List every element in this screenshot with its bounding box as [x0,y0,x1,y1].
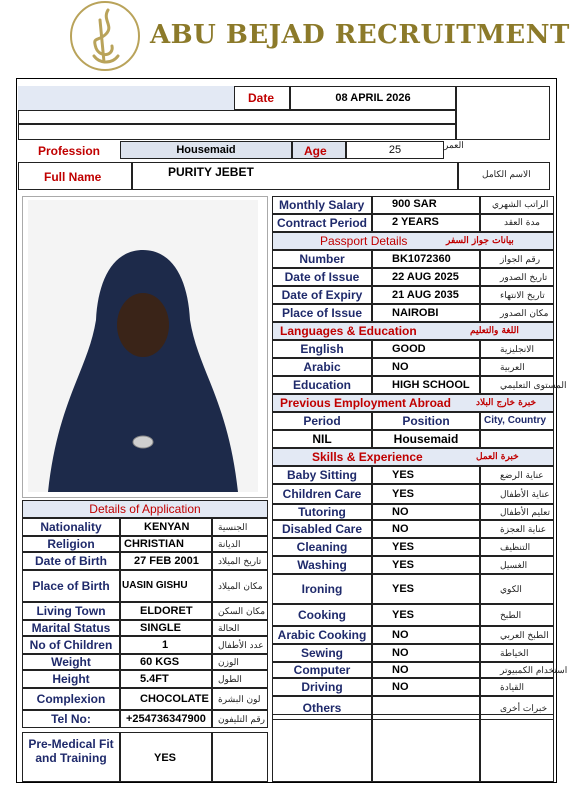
language-row-1-value-cell [372,358,480,376]
app-row-6-label: No of Children [29,638,113,652]
top-right-box [456,86,550,140]
app-row-10-label: Tel No: [51,712,91,726]
passport-row-3-value: NAIROBI [392,307,439,319]
skill-row-8-label: Arabic Cooking [277,628,367,642]
skill-row-2-ar: تعليم الأطفال [500,508,551,518]
languages-title-ar: اللغة والتعليم [470,326,519,336]
language-row-0-value: GOOD [392,343,426,355]
skill-row-11-value: NO [392,681,409,693]
app-row-1-ar: الديانة [218,540,241,550]
app-row-0-value: KENYAN [144,521,190,533]
language-row-1-ar: العربية [500,363,525,373]
salary-ar: الراتب الشهري [492,200,549,210]
salary-value: 900 SAR [392,198,437,210]
emp-position: Housemaid [393,432,459,446]
skill-row-2-value: NO [392,506,409,518]
app-row-2-value: 27 FEB 2001 [134,555,199,567]
skill-row-8-ar: الطبخ العربي [500,631,549,641]
skill-row-0-value: YES [392,469,415,481]
skill-row-9-value-cell [372,644,480,662]
skill-row-5-value-cell [372,556,480,574]
bottom-right-blank-1 [272,714,372,782]
passport-row-3-label: Place of Issue [281,306,363,320]
passport-row-1-value: 22 AUG 2025 [392,271,459,283]
app-row-5-ar: الحالة [218,624,240,634]
app-row-4-label: Living Town [36,604,106,618]
passport-row-2-value: 21 AUG 2035 [392,289,459,301]
emp-col-period: Period [303,414,341,428]
contract-ar: مدة العقد [504,218,540,228]
profession-value: Housemaid [176,144,236,156]
language-row-2-value: HIGH SCHOOL [392,379,470,391]
passport-row-2-ar: تاريخ الانتهاء [500,291,545,301]
app-row-4-ar: مكان السكن [218,607,266,617]
skill-row-5-label: Washing [297,558,347,572]
passport-row-1-ar: تاريخ الصدور [500,273,548,283]
passport-row-2-label: Date of Expiry [281,288,363,302]
app-row-7-value: 60 KGS [140,656,180,668]
premed-value: YES [154,752,177,764]
skill-row-3-value: NO [392,523,409,535]
emp-col-position: Position [402,414,450,428]
passport-row-3-ar: مكان الصدور [500,309,549,319]
skill-row-2-value-cell [372,504,480,520]
app-row-9-ar: لون البشرة [218,695,261,705]
app-row-8-value: 5.4FT [140,673,169,685]
app-row-9-value: CHOCOLATE [140,693,209,705]
employment-title-ar: خبرة خارج البلاد [476,398,537,408]
skill-row-1-ar: عناية الأطفال [500,490,550,500]
language-row-0-ar: الانجليزية [500,345,534,355]
skill-row-12-ar: خبرات أخرى [500,704,548,714]
blank-row-2 [18,124,456,140]
skill-row-1-label: Children Care [282,487,362,501]
logo [64,0,146,72]
app-row-3-value: UASIN GISHU [122,580,188,591]
passport-row-1-label: Date of Issue [284,270,360,284]
skill-row-6-label: Ironing [301,582,343,596]
language-row-1-label: Arabic [303,360,341,374]
language-row-0-label: English [300,342,344,356]
app-row-4-value: ELDORET [140,605,193,617]
app-row-3-ar: مكان الميلاد [218,582,263,592]
candidate-photo [28,200,258,492]
skill-row-8-value: NO [392,629,409,641]
app-row-6-ar: عدد الأطفال [218,641,264,651]
application-title: Details of Application [89,502,201,516]
premed-label-2: and Training [35,751,107,765]
skill-row-0-label: Baby Sitting [286,468,357,482]
app-row-5-value: SINGLE [140,622,181,634]
skill-row-4-value-cell [372,538,480,556]
app-row-6-value: 1 [162,639,169,651]
bottom-right-blank-3 [480,714,554,782]
skill-row-7-value-cell [372,604,480,626]
language-row-2-ar: المستوى التعليمي [500,381,567,391]
skill-row-10-label: Computer [293,663,351,677]
skill-row-11-value-cell [372,678,480,696]
skills-title: Skills & Experience [312,450,423,464]
fullname-label: Full Name [44,170,102,184]
skill-row-8-value-cell [372,626,480,644]
app-row-7-ar: الوزن [218,658,239,668]
language-row-0-value-cell [372,340,480,358]
emp-col-city: City, Country [484,415,547,426]
premed-ar-cell [212,732,268,782]
age-ar: العمر [444,141,464,151]
skill-row-0-ar: عناية الرضع [500,471,544,481]
skill-row-10-value-cell [372,662,480,678]
passport-row-0-ar: رقم الجواز [500,255,541,265]
date-label: Date [248,91,275,105]
skill-row-9-value: NO [392,647,409,659]
passport-title: Passport Details [320,234,408,248]
skill-row-6-value: YES [392,583,415,595]
skill-row-4-ar: التنظيف [500,543,531,553]
language-row-1-value: NO [392,361,409,373]
skill-row-7-label: Cooking [298,608,346,622]
skill-row-6-value-cell [372,574,480,604]
date-filler [18,86,234,110]
app-row-3-label: Place of Birth [32,579,110,593]
contract-label: Contract Period [277,216,368,230]
emp-period: NIL [312,432,332,446]
app-row-0-label: Nationality [40,520,102,534]
emp-city-cell [480,430,554,448]
premed-label-1: Pre-Medical Fit [28,737,114,751]
skills-title-ar: خبرة العمل [476,452,519,462]
salary-label: Monthly Salary [279,198,365,212]
app-row-5-label: Marital Status [31,621,111,635]
employment-title: Previous Employment Abroad [280,396,451,410]
fullname-ar: الاسم الكامل [482,170,531,180]
age-value: 25 [388,144,402,156]
app-row-8-label: Height [52,672,90,686]
languages-title: Languages & Education [280,324,417,338]
skill-row-3-value-cell [372,520,480,538]
bottom-right-blank-2 [372,714,480,782]
skill-row-9-ar: الخياطة [500,649,529,659]
skill-row-10-ar: استخدام الكمبيوتر [500,666,568,676]
brand-name: ABU BEJAD RECRUITMENT [150,20,570,50]
skill-row-2-label: Tutoring [298,505,346,519]
app-row-8-ar: الطول [218,675,242,685]
language-row-2-label: Education [292,378,351,392]
skill-row-11-label: Driving [301,680,343,694]
skill-row-1-value: YES [392,488,415,500]
skill-row-12-value-cell [372,696,480,720]
passport-row-0-value: BK1072360 [392,253,451,265]
date-value: 08 APRIL 2026 [335,92,411,104]
skill-row-3-label: Disabled Care [281,522,363,536]
app-row-1-value: CHRISTIAN [124,538,184,550]
fullname-value: PURITY JEBET [168,165,254,179]
skill-row-12-label: Others [302,701,342,715]
app-row-2-label: Date of Birth [35,554,107,568]
passport-row-0-label: Number [299,252,345,266]
skill-row-6-ar: الكوي [500,585,522,595]
app-row-10-ar: رقم التليفون [218,715,265,725]
profession-label: Profession [38,144,101,158]
skill-row-7-ar: الطبخ [500,611,522,621]
app-row-1-label: Religion [47,537,95,551]
blank-row-1 [18,110,456,124]
skill-row-5-ar: الغسيل [500,561,528,571]
app-row-9-label: Complexion [36,692,106,706]
passport-title-ar: بيانات جواز السفر [446,236,514,246]
skill-row-10-value: NO [392,664,409,676]
app-row-7-label: Weight [51,655,91,669]
app-row-10-value: +254736347900 [126,713,206,725]
skill-row-1-value-cell [372,484,480,504]
app-row-2-ar: تاريخ الميلاد [218,557,262,567]
skill-row-9-label: Sewing [300,646,343,660]
contract-value: 2 YEARS [392,216,439,228]
skill-row-3-ar: عناية العجزة [500,525,547,535]
skill-row-7-value: YES [392,609,415,621]
skill-row-4-label: Cleaning [296,540,348,554]
skill-row-5-value: YES [392,559,415,571]
skill-row-4-value: YES [392,541,415,553]
age-label: Age [304,144,327,158]
skill-row-0-value-cell [372,466,480,484]
app-row-0-ar: الجنسية [218,523,248,533]
skill-row-11-ar: القيادة [500,683,524,693]
